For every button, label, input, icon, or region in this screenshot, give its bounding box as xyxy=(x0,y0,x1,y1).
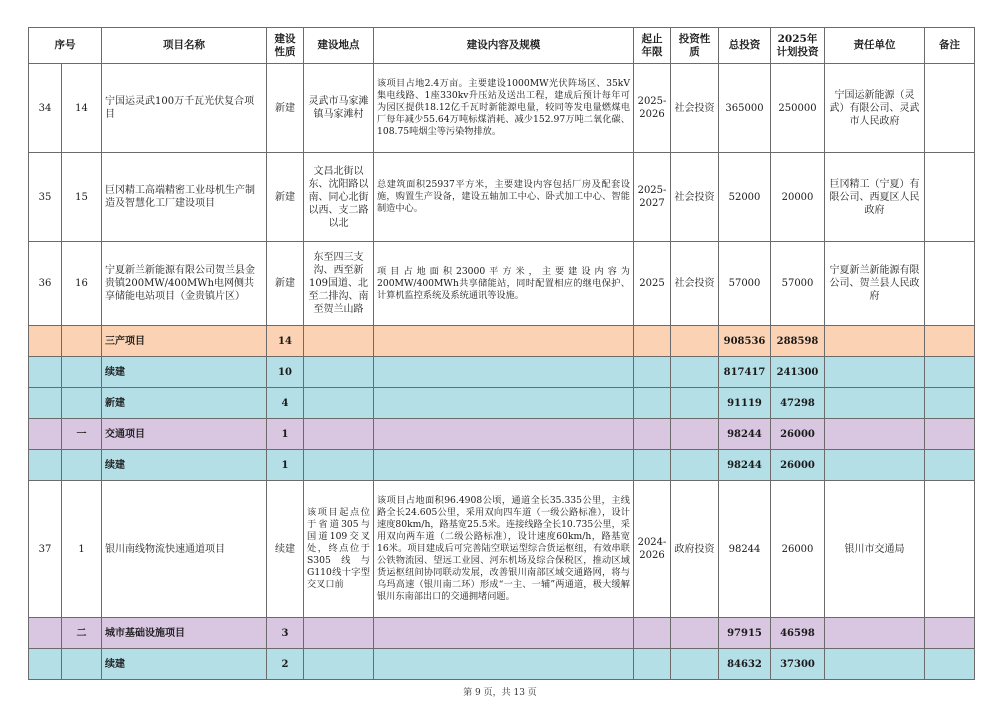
project-table xyxy=(28,27,975,680)
summary-row xyxy=(29,388,975,419)
sum-sub xyxy=(62,649,102,680)
project-plan: 20000 xyxy=(771,153,825,242)
project-nature: 新建 xyxy=(267,153,304,242)
header-name: 项目名称 xyxy=(102,28,267,64)
project-nature: 新建 xyxy=(267,242,304,326)
sum-no xyxy=(29,326,62,357)
table-row xyxy=(29,153,975,242)
header-plan: 2025年计划投资 xyxy=(771,28,825,64)
page-footer: 第 9 页，共 13 页 xyxy=(463,688,537,698)
table-row xyxy=(29,242,975,326)
project-content: 项目占地面积23000平方米，主要建设内容为200MW/400MWh共享储能站，同时配置相应的继电保护、计算机监控系统及系统通讯等设施。 xyxy=(374,242,634,326)
sum-plan: 241300 xyxy=(771,357,825,388)
project-plan: 26000 xyxy=(771,481,825,618)
header-invest-type: 投资性质 xyxy=(671,28,719,64)
project-period: 2025-2027 xyxy=(634,153,671,242)
sum-total: 91119 xyxy=(719,388,771,419)
table-row xyxy=(29,64,975,153)
row-sub: 1 xyxy=(62,481,102,618)
sum-sub xyxy=(62,450,102,481)
header-location: 建设地点 xyxy=(304,28,374,64)
sum-label: 续建 xyxy=(102,649,267,680)
project-unit: 银川市交通局 xyxy=(825,481,925,618)
project-content: 总建筑面积25937平方米，主要建设内容包括厂房及配套设施，购置生产设备，建设五轴加工中心、卧式加工中心、智能制造中心。 xyxy=(374,153,634,242)
project-location: 文昌北街以东、沈阳路以南、同心北街以西、支二路以北 xyxy=(304,153,374,242)
header-content: 建设内容及规模 xyxy=(374,28,634,64)
project-invest-type: 政府投资 xyxy=(671,481,719,618)
project-unit: 宁夏新兰新能源有限公司、贺兰县人民政府 xyxy=(825,242,925,326)
sum-label: 新建 xyxy=(102,388,267,419)
sum-total: 84632 xyxy=(719,649,771,680)
project-total: 98244 xyxy=(719,481,771,618)
sum-no xyxy=(29,419,62,450)
table-row xyxy=(29,481,975,618)
sum-sub xyxy=(62,326,102,357)
header-nature: 建设性质 xyxy=(267,28,304,64)
sum-plan: 26000 xyxy=(771,450,825,481)
project-content: 该项目占地面积96.4908公顷，通道全长35.335公里，主线路全长24.605公里，采用双向四车道（一级公路标准），设计速度80km/h，路基宽25.5米。连接线路全长10.735公里，采用双向两车道（二级公路标准），设计速度60km/h，路基宽16米。项目建成后可完善陆空联运型综合货运枢纽，有效串联公铁物流园、望远工业园、河东机场及综合保税区，推动区域货运枢纽间协同联动发展，改善银川南部区域交通路网，将与乌玛高速（银川南二环）形成“一主、一辅”两通道，极大缓解银川东南部出口的交通拥堵问题。 xyxy=(374,481,634,618)
project-location: 灵武市马家滩镇马家滩村 xyxy=(304,64,374,153)
sum-count: 4 xyxy=(267,388,304,419)
sum-total: 908536 xyxy=(719,326,771,357)
project-nature: 新建 xyxy=(267,64,304,153)
row-no: 36 xyxy=(29,242,62,326)
header-total: 总投资 xyxy=(719,28,771,64)
row-sub: 15 xyxy=(62,153,102,242)
sum-count: 1 xyxy=(267,450,304,481)
project-total: 365000 xyxy=(719,64,771,153)
sum-sub: 二 xyxy=(62,618,102,649)
summary-row xyxy=(29,326,975,357)
sum-sub xyxy=(62,357,102,388)
sum-no xyxy=(29,649,62,680)
sum-plan: 26000 xyxy=(771,419,825,450)
summary-row xyxy=(29,450,975,481)
sum-no xyxy=(29,618,62,649)
sum-label: 交通项目 xyxy=(102,419,267,450)
project-note xyxy=(925,64,975,153)
sum-label: 续建 xyxy=(102,357,267,388)
sum-total: 817417 xyxy=(719,357,771,388)
sum-plan: 47298 xyxy=(771,388,825,419)
sum-no xyxy=(29,450,62,481)
sum-total: 98244 xyxy=(719,450,771,481)
sum-no xyxy=(29,388,62,419)
sum-plan: 288598 xyxy=(771,326,825,357)
sum-sub xyxy=(62,388,102,419)
project-nature: 续建 xyxy=(267,481,304,618)
row-no: 35 xyxy=(29,153,62,242)
project-name: 银川南线物流快速通道项目 xyxy=(102,481,267,618)
project-invest-type: 社会投资 xyxy=(671,153,719,242)
project-location: 该项目起点位于省道305与国道109交叉处，终点位于S305线与G110线十字型交叉口前 xyxy=(304,481,374,618)
project-name: 宁国运灵武100万千瓦光伏复合项目 xyxy=(102,64,267,153)
summary-row xyxy=(29,618,975,649)
project-unit: 宁国运新能源（灵武）有限公司、灵武市人民政府 xyxy=(825,64,925,153)
page xyxy=(28,27,974,680)
row-no: 37 xyxy=(29,481,62,618)
summary-row xyxy=(29,649,975,680)
sum-label: 续建 xyxy=(102,450,267,481)
row-sub: 14 xyxy=(62,64,102,153)
project-name: 巨冈精工高端精密工业母机生产制造及智慧化工厂建设项目 xyxy=(102,153,267,242)
sum-plan: 37300 xyxy=(771,649,825,680)
project-period: 2025-2026 xyxy=(634,64,671,153)
sum-no xyxy=(29,357,62,388)
project-period: 2024-2026 xyxy=(634,481,671,618)
sum-sub: 一 xyxy=(62,419,102,450)
project-note xyxy=(925,153,975,242)
project-invest-type: 社会投资 xyxy=(671,242,719,326)
header-unit: 责任单位 xyxy=(825,28,925,64)
project-plan: 57000 xyxy=(771,242,825,326)
project-note xyxy=(925,481,975,618)
sum-total: 98244 xyxy=(719,419,771,450)
project-plan: 250000 xyxy=(771,64,825,153)
sum-count: 2 xyxy=(267,649,304,680)
project-location: 东至四三支沟、西至新109国道、北至二排沟、南至贺兰山路 xyxy=(304,242,374,326)
project-content: 该项目占地2.4万亩。主要建设1000MW光伏阵场区、35kV集电线路、1座330kv升压站及送出工程，建成后预计每年可为园区提供18.12亿千瓦时新能源电量，较同等发电量燃煤电厂每年减少55.64万吨标煤消耗、减少152.97万吨二氧化碳、108.75吨烟尘等污染物排放。 xyxy=(374,64,634,153)
header-note: 备注 xyxy=(925,28,975,64)
sum-count: 3 xyxy=(267,618,304,649)
project-total: 52000 xyxy=(719,153,771,242)
header-row xyxy=(29,28,975,64)
summary-row xyxy=(29,357,975,388)
header-seq: 序号 xyxy=(29,28,102,64)
project-total: 57000 xyxy=(719,242,771,326)
row-no: 34 xyxy=(29,64,62,153)
sum-label: 城市基础设施项目 xyxy=(102,618,267,649)
project-invest-type: 社会投资 xyxy=(671,64,719,153)
sum-plan: 46598 xyxy=(771,618,825,649)
sum-count: 1 xyxy=(267,419,304,450)
sum-total: 97915 xyxy=(719,618,771,649)
summary-row xyxy=(29,419,975,450)
sum-count: 14 xyxy=(267,326,304,357)
sum-label: 三产项目 xyxy=(102,326,267,357)
sum-count: 10 xyxy=(267,357,304,388)
project-name: 宁夏新兰新能源有限公司贺兰县金贵镇200MW/400MWh电网侧共享储能电站项目（金贵镇片区） xyxy=(102,242,267,326)
row-sub: 16 xyxy=(62,242,102,326)
project-period: 2025 xyxy=(634,242,671,326)
header-period: 起止年限 xyxy=(634,28,671,64)
project-note xyxy=(925,242,975,326)
project-unit: 巨冈精工（宁夏）有限公司、西夏区人民政府 xyxy=(825,153,925,242)
